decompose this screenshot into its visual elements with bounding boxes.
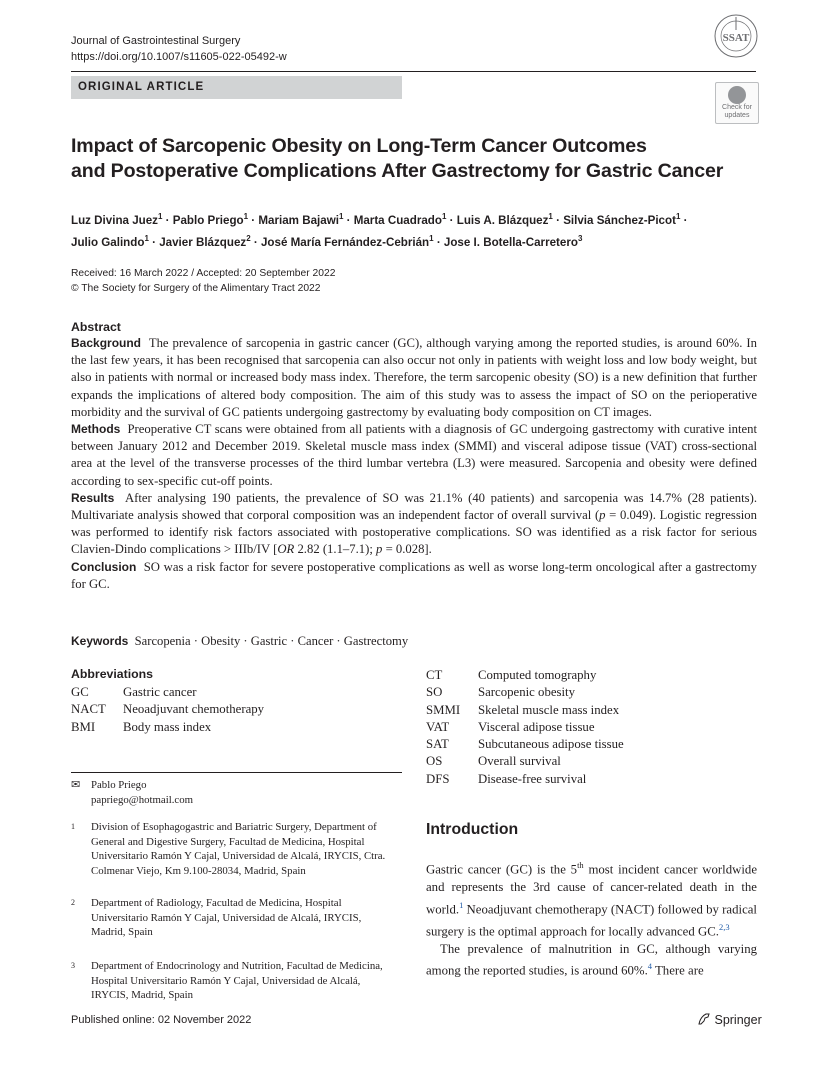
published-date: Published online: 02 November 2022	[71, 1014, 252, 1026]
journal-name: Journal of Gastrointestinal Surgery	[71, 35, 241, 47]
section-text: The prevalence of sarcopenia in gastric cancer (GC), although varying among the reported studies, is around 60%. In the last few years, it has been recognised that sarcopenia can also occur not only in patients with weight loss and low body weight, but also in patients with normal or increased body mass index. Therefore, the term sarcopenic obesity (SO) is a new definition that further expands the implications of altered body composition. The aim of this study was to assess the impact of SO on the perioperative morbidity and the survival of GC patients undergoing gastrectomy by evaluating body composition on CT images.	[71, 336, 757, 419]
section-text: 2.82 (1.1–7.1);	[294, 542, 377, 557]
abbreviation-term: DFS	[426, 771, 450, 786]
section-text: SO was a risk factor for severe postoperative complications as well as worse long-term oncological after a gastrectomy for GC.	[71, 559, 757, 591]
author-affiliation-marker: 1	[243, 212, 249, 221]
introduction-body	[426, 857, 757, 980]
intro-paragraph-2	[426, 941, 757, 981]
author-separator: ·	[248, 213, 259, 227]
author-affiliation-marker: 1	[157, 212, 163, 221]
affiliation-number: 2	[71, 898, 75, 907]
abbreviation-term: NACT	[71, 702, 106, 717]
citation-link[interactable]: 1	[459, 899, 464, 910]
author-separator: ·	[446, 213, 457, 227]
abbreviation-row	[426, 753, 624, 770]
section-label: Conclusion	[71, 559, 137, 574]
author-name[interactable]: Pablo Priego	[172, 213, 244, 227]
author-separator: ·	[433, 235, 444, 249]
text: The prevalence of malnutrition in GC, although varying among the reported studies, is around 60%.	[426, 941, 757, 978]
bookmark-icon	[728, 86, 746, 104]
abbreviation-definition: Computed tomography	[478, 668, 597, 682]
author-affiliation-marker: 1	[548, 212, 553, 221]
author-name[interactable]: Luz Divina Juez	[71, 213, 158, 227]
check-for-updates-button[interactable]	[715, 82, 759, 124]
author-affiliation-marker: 1	[429, 233, 434, 243]
author-affiliation-marker: 1	[338, 212, 344, 221]
author-name[interactable]: José María Fernández-Cebrián	[260, 235, 430, 249]
author-affiliation-marker: 1	[144, 233, 149, 243]
citation-link[interactable]: 2,3	[718, 921, 730, 932]
received-info	[71, 266, 335, 296]
abstract-body	[71, 335, 757, 593]
abbreviation-row	[71, 719, 264, 736]
text: most incident cancer worldwide and represents the 3rd cause of cancer-related death in the world.	[426, 862, 757, 916]
abbreviation-term: SAT	[426, 737, 449, 752]
author-name[interactable]: Marta Cuadrado	[353, 213, 442, 227]
abbreviation-row	[71, 684, 264, 701]
p-symbol: p	[376, 542, 383, 557]
contact-name: Pablo Priego	[91, 779, 147, 791]
abbreviation-term: SMMI	[426, 702, 461, 717]
journal-header	[71, 33, 287, 65]
abbreviation-term: GC	[71, 685, 89, 699]
abbreviation-definition: Overall survival	[478, 754, 561, 769]
author-name[interactable]: Silvia Sánchez-Picot	[563, 213, 676, 227]
abbreviation-row	[426, 684, 624, 701]
abbreviation-row	[426, 702, 624, 719]
author-affiliation-marker: 2	[246, 233, 251, 243]
contact-email[interactable]: papriego@hotmail.com	[91, 793, 193, 806]
affiliation-text: Division of Esophagogastric and Bariatric Surgery, Department of General and Digestive Surgery, Facultad de Medicina, Hospital Universitario Ramón Y Cajal, Universidad de Alcalá, IRYCIS, Ctra. Colmenar Viejo, Km 9.100-28034, Madrid, Spain	[91, 821, 386, 877]
author-separator: ·	[552, 213, 564, 227]
author-separator: ·	[162, 213, 173, 227]
affiliation-text: Department of Endocrinology and Nutrition, Facultad de Medicina, Hospital Universitario Ramón Y Cajal, Universidad de Alcalá, IRYCIS, Madrid, Spain	[91, 960, 383, 1002]
doi-link[interactable]: https://doi.org/10.1007/s11605-022-05492-w	[71, 51, 287, 63]
keywords	[71, 633, 408, 649]
abbreviation-row	[426, 719, 624, 736]
abbreviation-row	[426, 667, 624, 684]
affiliation-number: 1	[71, 822, 75, 831]
author-list	[71, 208, 771, 252]
article-type-label: ORIGINAL ARTICLE	[78, 81, 205, 93]
or-symbol: OR	[277, 542, 295, 557]
affiliation-number: 3	[71, 961, 75, 970]
author-separator: ·	[343, 213, 354, 227]
abstract-conclusion	[71, 559, 757, 593]
publisher-name: Springer	[714, 1013, 762, 1027]
footnote-rule	[71, 772, 402, 773]
abbreviations-left-list	[71, 684, 264, 736]
affiliation-text: Department of Radiology, Facultad de Medicina, Hospital Universitario Ramón Y Cajal, Universidad de Alcalá, IRYCIS, Madrid, Spain	[91, 897, 362, 939]
publisher-logo	[697, 1012, 762, 1027]
text: Gastric cancer (GC) is the 5	[426, 862, 578, 877]
author-name[interactable]: Luis A. Blázquez	[456, 213, 549, 227]
abbreviation-definition: Subcutaneous adipose tissue	[478, 737, 624, 752]
abbreviation-term: BMI	[71, 719, 96, 734]
section-text: After analysing 190 patients, the prevalence of SO was 21.1% (40 patients) and sarcopenia was 14.7% (28 patients). Multivariate analysis showed that corporal composition was an independent factor of overall survival (	[71, 490, 757, 523]
title-line-1: Impact of Sarcopenic Obesity on Long-Term Cancer Outcomes	[71, 135, 647, 157]
abbreviation-term: SO	[426, 685, 443, 700]
author-name[interactable]: Julio Galindo	[71, 235, 145, 249]
section-label: Results	[71, 490, 115, 505]
abbreviation-definition: Gastric cancer	[123, 685, 197, 699]
abstract-results	[71, 490, 757, 559]
abstract-methods	[71, 421, 757, 490]
abbreviations-right-list	[426, 667, 624, 788]
keywords-label: Keywords	[71, 634, 129, 648]
abbreviation-definition: Body mass index	[123, 719, 212, 734]
author-affiliation-marker: 1	[675, 212, 681, 221]
check-for-updates-line1: Check for	[722, 104, 752, 111]
text: There are	[652, 963, 704, 978]
author-affiliation-marker: 1	[441, 212, 447, 221]
author-affiliation-marker: 3	[577, 233, 583, 243]
section-text: Preoperative CT scans were obtained from all patients with a diagnosis of GC undergoing gastrectomy with curative intent between January 2012 and December 2019. Skeletal muscle mass index (SMMI) and visceral adipose tissue (VAT) cross-sectional area at the level of the transverse processes of the third lumbar vertebra (L3) were measured. Sarcopenia and obesity were defined according to sex-specific cut-off points.	[71, 422, 758, 488]
article-title	[71, 134, 771, 184]
p-symbol: p	[599, 508, 606, 523]
abbreviation-definition: Disease-free survival	[478, 771, 587, 786]
author-separator: ·	[148, 235, 160, 249]
abbreviation-term: OS	[426, 754, 443, 769]
author-separator: ·	[250, 235, 261, 249]
abbreviation-definition: Sarcopenic obesity	[478, 685, 576, 700]
keywords-text: Sarcopenia · Obesity · Gastric · Cancer · Gastrectomy	[134, 634, 409, 648]
abbreviation-term: VAT	[426, 719, 450, 734]
abbreviations-heading: Abbreviations	[71, 667, 153, 681]
abbreviation-row	[71, 701, 264, 718]
section-label: Background	[71, 336, 142, 350]
citation-link[interactable]: 4	[647, 961, 653, 972]
abbreviation-row	[426, 736, 624, 753]
copyright-line: © The Society for Surgery of the Alimentary Tract 2022	[71, 283, 321, 294]
section-label: Methods	[71, 422, 121, 437]
author-name[interactable]: Javier Blázquez	[159, 235, 247, 249]
abstract-heading: Abstract	[71, 320, 121, 334]
author-name[interactable]: Jose I. Botella-Carretero	[443, 235, 578, 249]
springer-horse-icon	[697, 1012, 711, 1026]
section-text: = 0.028].	[382, 542, 432, 557]
abstract-background	[71, 335, 757, 421]
title-line-2: and Postoperative Complications After Gastrectomy for Gastric Cancer	[71, 160, 724, 182]
abbreviation-term: CT	[426, 668, 443, 682]
ssat-seal-logo	[713, 6, 759, 66]
abbreviation-definition: Skeletal muscle mass index	[478, 702, 620, 717]
section-text: = 0.049). Logistic regression was performed to identify risk factors associated with postoperative complications. SO was identified as a risk factor for serious Clavien-Dindo complications > IIIb/IV [	[71, 508, 757, 557]
envelope-icon: ✉	[71, 779, 81, 791]
received-dates: Received: 16 March 2022 / Accepted: 20 September 2022	[71, 268, 336, 279]
header-rule	[71, 71, 756, 72]
text: Neoadjuvant chemotherapy (NACT) followed by radical surgery is the optimal approach for locally advanced GC.	[426, 901, 757, 938]
check-for-updates-line2: updates	[724, 112, 750, 119]
author-name[interactable]: Mariam Bajawi	[258, 213, 339, 227]
introduction-heading: Introduction	[426, 821, 519, 838]
abbreviation-definition: Neoadjuvant chemotherapy	[123, 702, 265, 717]
abbreviation-definition: Visceral adipose tissue	[478, 719, 595, 734]
author-separator: ·	[680, 213, 688, 227]
abbreviation-row	[426, 771, 624, 788]
seal-text: SSAT	[722, 32, 750, 44]
article-type-bar	[71, 76, 402, 99]
superscript: th	[577, 860, 584, 870]
intro-paragraph-1	[426, 857, 757, 941]
